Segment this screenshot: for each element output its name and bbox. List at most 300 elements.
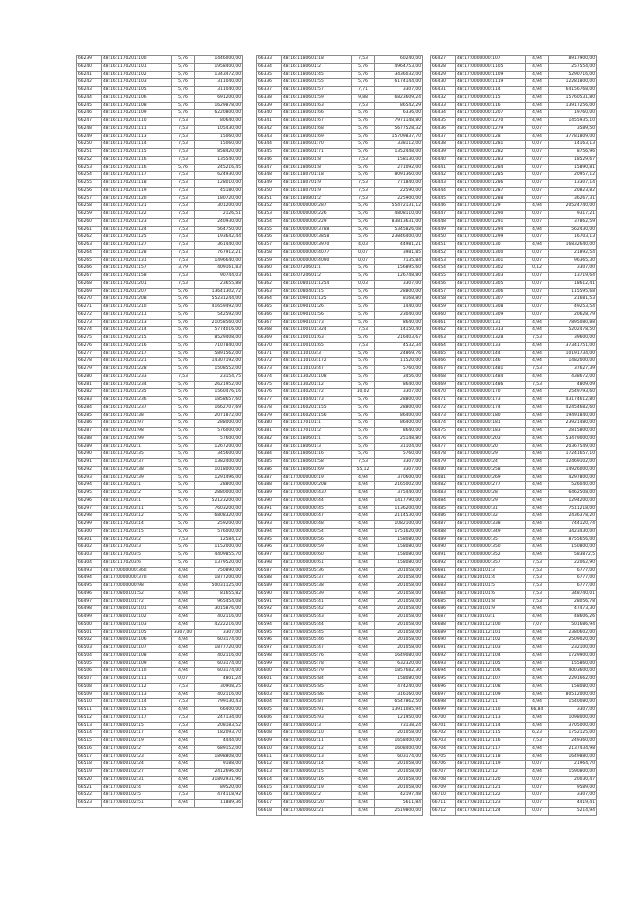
- rate-cell: 7,53: [526, 366, 549, 374]
- row-number-cell: 66242: [77, 79, 102, 87]
- cadastral-number-cell: 48:17:0000000:20: [456, 443, 526, 451]
- cadastral-number-cell: 48:17:0810112:123: [456, 800, 526, 808]
- row-number-cell: 66265: [77, 257, 102, 265]
- row-number-cell: 66606: [257, 714, 282, 722]
- rate-cell: 0,07: [526, 761, 549, 769]
- row-number-cell: 66703: [431, 738, 456, 746]
- cadastral-number-cell: 48:17:0810112:100: [456, 621, 526, 629]
- table-row: [77, 327, 243, 335]
- rate-cell: 7,53: [352, 195, 375, 203]
- table-row: [431, 350, 597, 358]
- amount-cell: 4003600,00: [549, 668, 597, 676]
- amount-cell: 19491840,00: [549, 412, 597, 420]
- table-row: [257, 257, 423, 265]
- cadastral-number-cell: 48:17:0000000:208: [282, 482, 352, 490]
- amount-cell: 2549793,60: [549, 389, 597, 397]
- row-number-cell: 66249: [77, 133, 102, 141]
- table-row: [257, 691, 423, 699]
- row-number-cell: 66386: [257, 466, 282, 474]
- table-row: [77, 273, 243, 281]
- amount-cell: 21058560,00: [195, 319, 243, 327]
- row-number-cell: 66271: [77, 304, 102, 312]
- rate-cell: 5,76: [172, 544, 195, 552]
- row-number-cell: 66335: [257, 71, 282, 79]
- rate-cell: 4,94: [526, 63, 549, 71]
- cadastral-number-cell: 48:16:1170201:207: [102, 288, 172, 296]
- rate-cell: 0,07: [526, 234, 549, 242]
- amount-cell: 12584,12: [195, 536, 243, 544]
- row-number-cell: 66266: [77, 265, 102, 273]
- cadastral-number-cell: 48:17:0000000:133: [456, 342, 526, 350]
- row-number-cell: 66681: [431, 567, 456, 575]
- cadastral-number-cell: 48:17:0800505:79: [282, 668, 352, 676]
- row-number-cell: 66614: [257, 776, 282, 784]
- cadastral-number-cell: 48:17:0810101:8: [456, 598, 526, 606]
- row-number-cell: 66607: [257, 722, 282, 730]
- cadastral-number-cell: 48:16:1170201:210: [102, 304, 172, 312]
- amount-cell: 37781809,00: [549, 133, 597, 141]
- table-row: [77, 482, 243, 490]
- row-number-cell: 66300: [77, 528, 102, 536]
- cadastral-number-cell: 48:17:0000000:24: [456, 459, 526, 467]
- amount-cell: 1152000,00: [195, 544, 243, 552]
- cadastral-number-cell: 48:16:1180601:58: [282, 459, 352, 467]
- amount-cell: 201058,00: [375, 598, 423, 606]
- cadastral-number-cell: 48:16:1180601:1: [282, 435, 352, 443]
- cadastral-number-cell: 48:16:1170201:213: [102, 319, 172, 327]
- amount-cell: 1649880,00: [549, 753, 597, 761]
- rate-cell: 4,94: [526, 645, 549, 653]
- rate-cell: 7,53: [172, 226, 195, 234]
- table-row: [257, 668, 423, 676]
- row-number-cell: 66380: [257, 420, 282, 428]
- cadastral-number-cell: 48:17:0800505:42: [282, 606, 352, 614]
- table-row: [257, 722, 423, 730]
- row-number-cell: 66347: [257, 164, 282, 172]
- cadastral-number-cell: 48:17:0000000:54: [282, 528, 352, 536]
- row-number-cell: 66687: [431, 614, 456, 622]
- cadastral-number-cell: 48:16:0000000:4090: [282, 257, 352, 265]
- table-row: [257, 319, 423, 327]
- amount-cell: 474118,92: [195, 792, 243, 800]
- row-number-cell: 66338: [257, 94, 282, 102]
- table-row: [77, 745, 243, 753]
- row-number-cell: 66457: [431, 288, 456, 296]
- cadastral-number-cell: 48:16:1180601:66: [282, 110, 352, 118]
- amount-cell: 689152,00: [195, 745, 243, 753]
- amount-cell: 4222216,00: [195, 621, 243, 629]
- rate-cell: 7,53: [172, 211, 195, 219]
- amount-cell: 4532,34: [375, 342, 423, 350]
- rate-cell: 4,94: [352, 776, 375, 784]
- amount-cell: 52123200,00: [195, 497, 243, 505]
- row-number-cell: 66278: [77, 358, 102, 366]
- row-number-cell: 66480: [431, 466, 456, 474]
- table-row: [77, 668, 243, 676]
- amount-cell: 158080,00: [549, 683, 597, 691]
- table-row: [77, 792, 243, 800]
- row-number-cell: 66709: [431, 784, 456, 792]
- cadastral-number-cell: 48:16:1170201:109: [102, 110, 172, 118]
- row-number-cell: 66597: [257, 645, 282, 653]
- amount-cell: 259200,00: [195, 521, 243, 529]
- row-number-cell: 66451: [431, 242, 456, 250]
- rate-cell: 7,53: [172, 118, 195, 126]
- cadastral-number-cell: 48:17:0000000:203: [456, 435, 526, 443]
- amount-cell: 12469102,00: [549, 459, 597, 467]
- amount-cell: 361440,00: [195, 242, 243, 250]
- amount-cell: 2114530,00: [375, 513, 423, 521]
- table-row: [77, 606, 243, 614]
- amount-cell: 193642,44: [195, 234, 243, 242]
- amount-cell: 691200,00: [195, 94, 243, 102]
- row-number-cell: 66239: [77, 56, 102, 64]
- rate-cell: 5,76: [172, 342, 195, 350]
- rate-cell: 0,07: [526, 187, 549, 195]
- table-row: [431, 211, 597, 219]
- row-number-cell: 66288: [77, 435, 102, 443]
- row-number-cell: 66241: [77, 71, 102, 79]
- rate-cell: 4,94: [352, 769, 375, 777]
- rate-cell: 5,76: [172, 397, 195, 405]
- cadastral-number-cell: 48:16:1170101:1: [282, 420, 352, 428]
- table-row: [257, 296, 423, 304]
- table-row: [77, 203, 243, 211]
- table-row: [431, 234, 597, 242]
- row-number-cell: 66485: [431, 505, 456, 513]
- amount-cell: 17241657,10: [549, 451, 597, 459]
- rate-cell: 4,94: [526, 482, 549, 490]
- amount-cell: 6220800,00: [195, 110, 243, 118]
- row-number-cell: 66391: [257, 505, 282, 513]
- amount-cell: 3589,50: [549, 125, 597, 133]
- cadastral-number-cell: 48:17:0810112:113: [456, 714, 526, 722]
- row-number-cell: 66603: [257, 691, 282, 699]
- amount-cell: 20628,79: [549, 311, 597, 319]
- amount-cell: 771840,00: [375, 180, 423, 188]
- table-row: [77, 505, 243, 513]
- rate-cell: 3307,00: [172, 629, 195, 637]
- table-row: [257, 87, 423, 95]
- rate-cell: 4,94: [526, 118, 549, 126]
- rate-cell: 4,94: [352, 528, 375, 536]
- row-number-cell: 66471: [431, 397, 456, 405]
- rate-cell: 0,07: [526, 776, 549, 784]
- amount-cell: 208183,52: [195, 722, 243, 730]
- row-number-cell: 66261: [77, 226, 102, 234]
- cadastral-number-cell: 48:16:1170201:105: [102, 87, 172, 95]
- cadastral-number-cell: 48:17:0000000:370: [102, 575, 172, 583]
- row-number-cell: 66303: [77, 552, 102, 560]
- table-row: [257, 482, 423, 490]
- table-row: [431, 226, 597, 234]
- cadastral-number-cell: 48:16:0000000:4077: [282, 249, 352, 257]
- rate-cell: 7,53: [526, 381, 549, 389]
- rate-cell: 4,94: [352, 691, 375, 699]
- rate-cell: 0,07: [526, 149, 549, 157]
- cadastral-number-cell: 48:16:1170201:97: [102, 420, 172, 428]
- rate-cell: 4,94: [172, 583, 195, 591]
- cadastral-number-cell: 48:16:1170201:201: [102, 280, 172, 288]
- rate-cell: 4,94: [172, 784, 195, 792]
- table-row: [77, 552, 243, 560]
- row-number-cell: 66447: [431, 211, 456, 219]
- row-number-cell: 66257: [77, 195, 102, 203]
- cadastral-number-cell: 48:17:0810112:109: [456, 691, 526, 699]
- cadastral-number-cell: 48:17:0800102:101: [102, 606, 172, 614]
- row-number-cell: 66296: [77, 497, 102, 505]
- table-row: [77, 459, 243, 467]
- amount-cell: 8917900,00: [549, 56, 597, 64]
- table-row: [431, 373, 597, 381]
- table-row: [257, 552, 423, 560]
- row-number-cell: 66503: [77, 645, 102, 653]
- rate-cell: 4,94: [172, 660, 195, 668]
- rate-cell: 55,12: [352, 466, 375, 474]
- row-number-cell: 66463: [431, 335, 456, 343]
- row-number-cell: 66345: [257, 149, 282, 157]
- row-number-cell: 66445: [431, 195, 456, 203]
- amount-cell: 5202478,50: [549, 327, 597, 335]
- amount-cell: 126748,80: [375, 273, 423, 281]
- rate-cell: 4,94: [526, 412, 549, 420]
- row-number-cell: 66440: [431, 156, 456, 164]
- row-number-cell: 66473: [431, 412, 456, 420]
- cadastral-number-cell: 48:17:0000000:173: [456, 397, 526, 405]
- amount-cell: 2509020,00: [549, 637, 597, 645]
- rate-cell: 4,94: [172, 621, 195, 629]
- rate-cell: 5,76: [352, 141, 375, 149]
- amount-cell: 13911085,94: [375, 707, 423, 715]
- table-row: [257, 637, 423, 645]
- table-row: [257, 404, 423, 412]
- amount-cell: 8756,96: [549, 149, 597, 157]
- cadastral-number-cell: 48:17:0800505:36: [282, 567, 352, 575]
- cadastral-number-cell: 48:17:0810101:4: [456, 575, 526, 583]
- table-row: [431, 575, 597, 583]
- table-row: [257, 63, 423, 71]
- amount-cell: 526040,00: [549, 482, 597, 490]
- amount-cell: 1560476,16: [195, 389, 243, 397]
- amount-cell: 6777,00: [549, 567, 597, 575]
- table-row: [257, 606, 423, 614]
- cadastral-number-cell: 48:16:1180601:68: [282, 125, 352, 133]
- row-number-cell: 66590: [257, 590, 282, 598]
- table-row: [257, 660, 423, 668]
- rate-cell: 4,94: [172, 691, 195, 699]
- cadastral-number-cell: 48:16:1170201:110: [102, 118, 172, 126]
- cadastral-number-cell: 48:17:0800102:15: [102, 722, 172, 730]
- row-number-cell: 66368: [257, 327, 282, 335]
- amount-cell: 8091360,00: [375, 172, 423, 180]
- amount-cell: 311040,00: [195, 79, 243, 87]
- cadastral-number-cell: 48:16:1170201:127: [102, 242, 172, 250]
- amount-cell: 257554,00: [549, 63, 597, 71]
- table-row: [431, 513, 597, 521]
- amount-cell: 3981,85: [375, 249, 423, 257]
- amount-cell: 1455935,10: [549, 118, 597, 126]
- amount-cell: 1658400,00: [375, 738, 423, 746]
- table-row: [257, 629, 423, 637]
- table-row: [431, 660, 597, 668]
- rate-cell: 7,53: [526, 583, 549, 591]
- rate-cell: 7,53: [172, 141, 195, 149]
- rate-cell: 4,94: [526, 319, 549, 327]
- amount-cell: 66400,00: [195, 707, 243, 715]
- row-number-cell: 66293: [77, 474, 102, 482]
- table-row: [77, 280, 243, 288]
- row-number-cell: 66462: [431, 327, 456, 335]
- table-row: [257, 466, 423, 474]
- row-number-cell: 66693: [431, 660, 456, 668]
- table-row: [77, 242, 243, 250]
- table-row: [257, 505, 423, 513]
- amount-cell: 37341751,00: [549, 342, 597, 350]
- cadastral-number-cell: 48:17:0000000:180: [456, 412, 526, 420]
- row-number-cell: 66295: [77, 490, 102, 498]
- cadastral-number-cell: 48:17:0000000:1207: [456, 110, 526, 118]
- table-row: [77, 614, 243, 622]
- amount-cell: 3436032,00: [375, 71, 423, 79]
- rate-cell: 0,07: [526, 288, 549, 296]
- amount-cell: 6808320,00: [195, 513, 243, 521]
- amount-cell: 28800,00: [375, 397, 423, 405]
- table-row: [257, 79, 423, 87]
- rate-cell: 5,76: [172, 490, 195, 498]
- row-number-cell: 66270: [77, 296, 102, 304]
- amount-cell: 86542,29: [375, 102, 423, 110]
- table-row: [431, 606, 597, 614]
- cadastral-number-cell: 48:17:0000000:181: [456, 420, 526, 428]
- row-number-cell: 66446: [431, 203, 456, 211]
- amount-cell: 225900,00: [375, 195, 423, 203]
- cadastral-number-cell: 48:17:0000000:1313: [456, 327, 526, 335]
- cadastral-number-cell: 48:17:0000000:1303: [456, 273, 526, 281]
- table-row: [257, 761, 423, 769]
- table-row: [431, 730, 597, 738]
- row-number-cell: 66705: [431, 753, 456, 761]
- rate-cell: 4,94: [526, 102, 549, 110]
- amount-cell: 4297800,00: [549, 474, 597, 482]
- rate-cell: 4,94: [526, 94, 549, 102]
- rate-cell: 5,76: [352, 451, 375, 459]
- table-row: [431, 784, 597, 792]
- table-row: [77, 218, 243, 226]
- amount-cell: 4809,09: [549, 381, 597, 389]
- table-row: [431, 79, 597, 87]
- amount-cell: 409161,83: [195, 265, 243, 273]
- rate-cell: 7,53: [526, 590, 549, 598]
- row-number-cell: 66349: [257, 180, 282, 188]
- table-row: [77, 800, 243, 808]
- cadastral-number-cell: 48:17:0000000:56: [282, 536, 352, 544]
- row-number-cell: 66618: [257, 807, 282, 815]
- rate-cell: 4,94: [352, 652, 375, 660]
- rate-cell: 4,94: [352, 544, 375, 552]
- amount-cell: 13719,64: [549, 273, 597, 281]
- row-number-cell: 66256: [77, 187, 102, 195]
- row-number-cell: 66253: [77, 164, 102, 172]
- table-row: [431, 335, 597, 343]
- rate-cell: 5,76: [352, 358, 375, 366]
- amount-cell: 1417790,00: [375, 497, 423, 505]
- rate-cell: 5,76: [352, 420, 375, 428]
- table-row: [431, 288, 597, 296]
- rate-cell: 4,94: [526, 497, 549, 505]
- cadastral-number-cell: 48:17:0810101:9: [456, 606, 526, 614]
- table-row: [257, 110, 423, 118]
- table-row: [257, 311, 423, 319]
- table-row: [77, 521, 243, 529]
- cadastral-number-cell: 48:17:0000000:1305: [456, 280, 526, 288]
- row-number-cell: 66459: [431, 304, 456, 312]
- cadastral-number-cell: 48:17:0000000:1328: [456, 335, 526, 343]
- row-number-cell: 66346: [257, 156, 282, 164]
- cadastral-number-cell: 48:17:0800505:85: [282, 683, 352, 691]
- table-row: [77, 761, 243, 769]
- rate-cell: 4,94: [526, 71, 549, 79]
- amount-cell: 23846400,00: [375, 234, 423, 242]
- table-row: [431, 490, 597, 498]
- row-number-cell: 66507: [77, 676, 102, 684]
- cadastral-number-cell: 48:17:0000000:258: [456, 466, 526, 474]
- row-number-cell: 66336: [257, 79, 282, 87]
- row-number-cell: 66495: [77, 583, 102, 591]
- row-number-cell: 66365: [257, 304, 282, 312]
- cadastral-number-cell: 48:17:0000000:1309: [456, 311, 526, 319]
- table-row: [431, 327, 597, 335]
- amount-cell: 14150,40: [375, 327, 423, 335]
- amount-cell: 28800,00: [195, 482, 243, 490]
- table-row: [257, 583, 423, 591]
- amount-cell: 89520,00: [195, 784, 243, 792]
- table-row: [431, 699, 597, 707]
- rate-cell: 4,94: [352, 482, 375, 490]
- table-row: [257, 738, 423, 746]
- cadastral-number-cell: 48:17:0800602:15: [282, 769, 352, 777]
- row-number-cell: 66363: [257, 288, 282, 296]
- amount-cell: 81655,82: [195, 590, 243, 598]
- table-row: [77, 164, 243, 172]
- rate-cell: 7,53: [172, 714, 195, 722]
- amount-cell: 7895080,88: [549, 319, 597, 327]
- table-row: [77, 149, 243, 157]
- table-row: [77, 211, 243, 219]
- row-number-cell: 66388: [257, 482, 282, 490]
- cadastral-number-cell: 48:16:1170201:116: [102, 164, 172, 172]
- row-number-cell: 66518: [77, 761, 102, 769]
- amount-cell: 1291496,00: [195, 474, 243, 482]
- amount-cell: 201058,00: [375, 769, 423, 777]
- row-number-cell: 66588: [257, 575, 282, 583]
- rate-cell: 5,76: [172, 451, 195, 459]
- table-row: [257, 443, 423, 451]
- cadastral-number-cell: 48:17:0800102:115: [102, 707, 172, 715]
- cadastral-number-cell: 48:17:0800102:110: [102, 668, 172, 676]
- rate-cell: 4,94: [526, 606, 549, 614]
- rate-cell: 5,76: [172, 466, 195, 474]
- rate-cell: 4,94: [526, 397, 549, 405]
- row-number-cell: 66397: [257, 552, 282, 560]
- row-number-cell: 66382: [257, 435, 282, 443]
- amount-cell: 5677528,32: [375, 125, 423, 133]
- cadastral-number-cell: 48:16:0000000:229: [282, 218, 352, 226]
- table-row: [257, 304, 423, 312]
- table-row: [77, 125, 243, 133]
- rate-cell: 4,94: [172, 761, 195, 769]
- row-number-cell: 66255: [77, 180, 102, 188]
- row-number-cell: 66470: [431, 389, 456, 397]
